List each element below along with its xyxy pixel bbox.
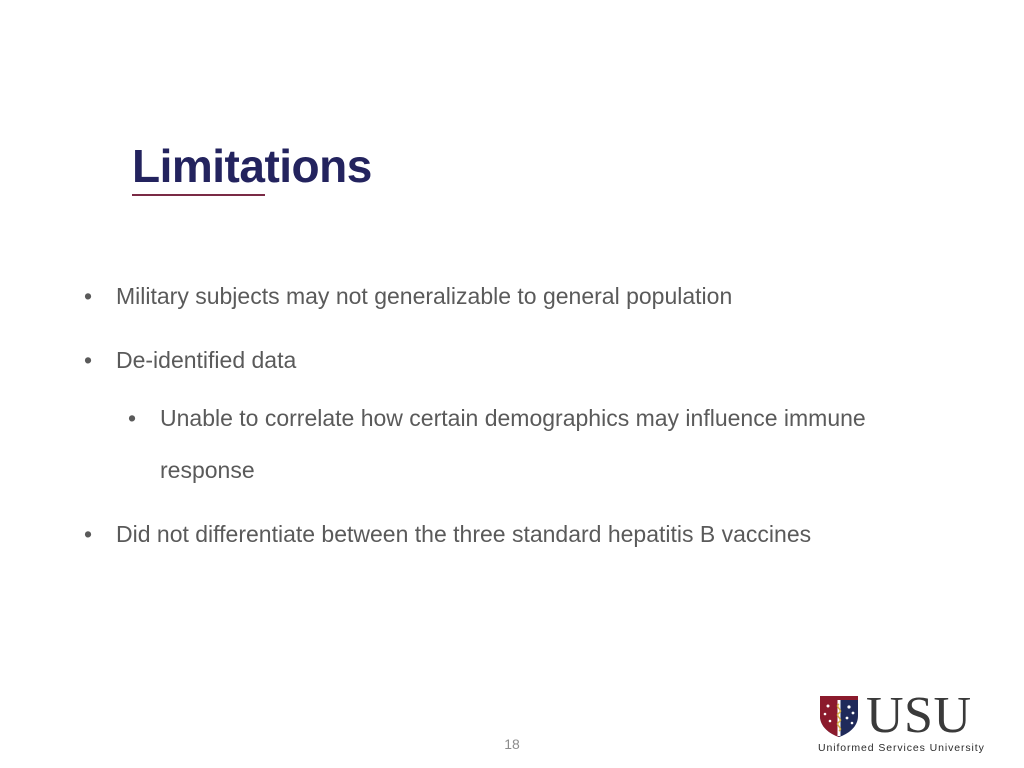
bullet-dot-icon: • [84, 521, 93, 547]
bullet-item [84, 270, 964, 322]
bullet-text: Did not differentiate between the three standard hepatitis B vaccines [116, 521, 812, 547]
logo-subtitle: Uniformed Services University [818, 742, 985, 754]
bullet-text: De-identified data [116, 347, 297, 373]
sub-bullet-text: Unable to correlate how certain demographics may influence immune response [160, 405, 866, 483]
logo-wordmark: USU [866, 687, 972, 744]
sub-bullet-item [128, 392, 964, 496]
bullet-dot-icon: • [128, 405, 137, 431]
bullet-item [84, 508, 964, 560]
bullet-dot-icon: • [84, 283, 93, 309]
bullet-list [84, 270, 964, 560]
title-underline [132, 194, 265, 196]
page-number: 18 [504, 736, 520, 752]
usu-logo [816, 687, 1002, 758]
shield-icon [818, 694, 860, 738]
bullet-dot-icon: • [84, 347, 93, 373]
bullet-text: Military subjects may not generalizable to general population [116, 283, 733, 309]
slide-title: Limitations [132, 140, 372, 192]
bullet-item [84, 334, 964, 386]
